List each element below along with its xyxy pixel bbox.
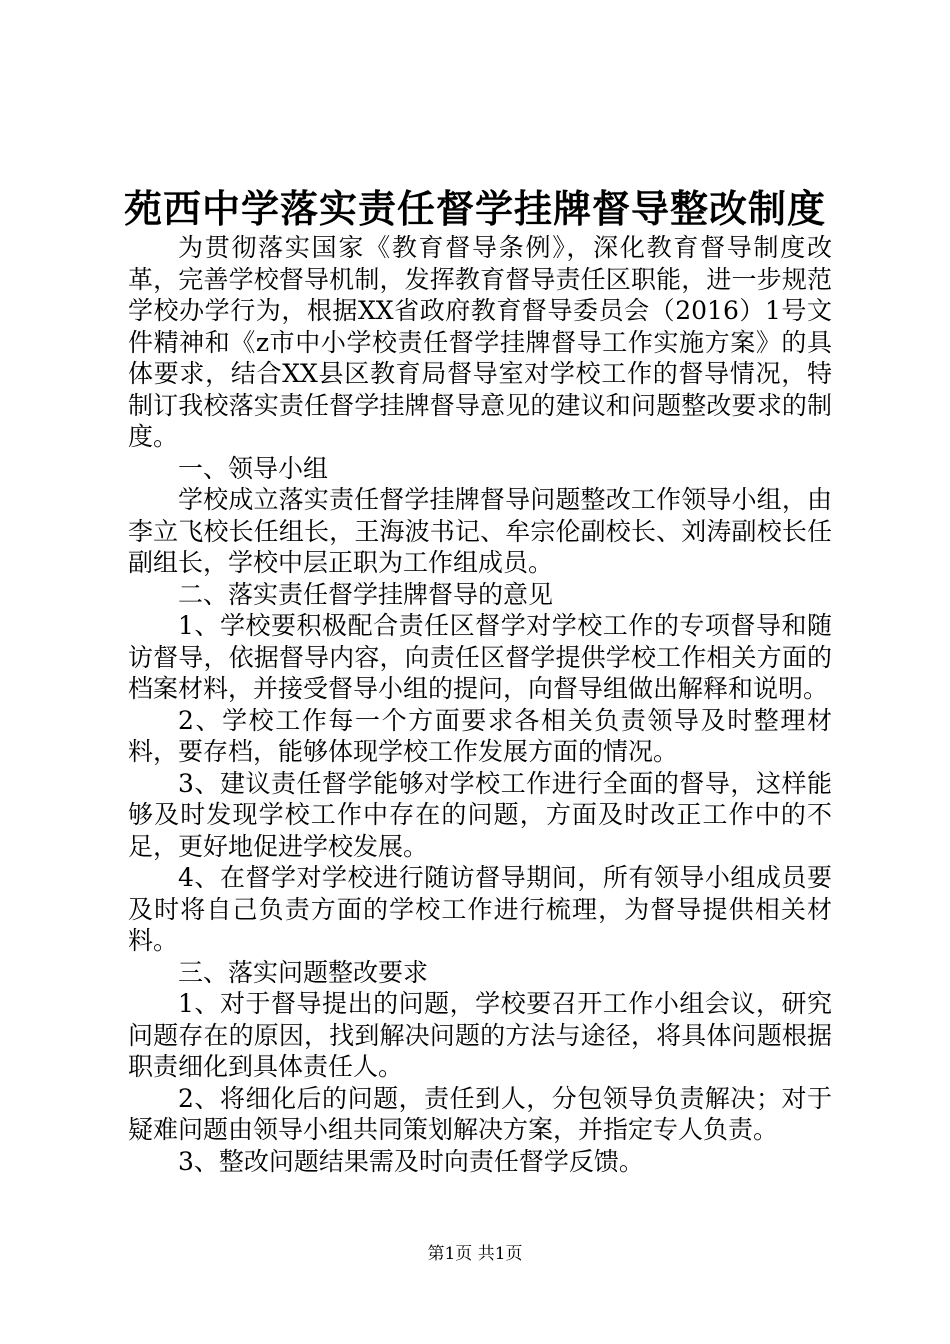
supervision-opinion-item-1: 1、学校要积极配合责任区督学对学校工作的专项督导和随访督导，依据督导内容，向责任区督学提供学校工作相关方面的档案材料，并接受督导小组的提问，向督导组做出解释和说明。 bbox=[128, 611, 832, 703]
section-heading-rectification-requirements: 三、落实问题整改要求 bbox=[178, 957, 429, 987]
section-heading-supervision-opinions: 二、落实责任督学挂牌督导的意见 bbox=[178, 579, 554, 609]
supervision-opinion-item-3: 3、建议责任督学能够对学校工作进行全面的督导，这样能够及时发现学校工作中存在的问题，方面及时改正工作中的不足，更好地促进学校发展。 bbox=[128, 768, 832, 861]
section-heading-leadership-group: 一、领导小组 bbox=[178, 453, 329, 483]
page-footer: 第1页 共1页 bbox=[427, 1244, 523, 1264]
rectification-item-3: 3、整改问题结果需及时向责任督学反馈。 bbox=[178, 1146, 644, 1176]
leadership-group-paragraph: 学校成立落实责任督学挂牌督导问题整改工作领导小组，由李立飞校长任组长，王海波书记、牟宗伦副校长、刘涛副校长任副组长，学校中层正职为工作组成员。 bbox=[128, 485, 832, 577]
supervision-opinion-item-4: 4、在督学对学校进行随访督导期间，所有领导小组成员要及时将自己负责方面的学校工作进行梳理，为督导提供相关材料。 bbox=[128, 863, 832, 955]
document-body bbox=[128, 232, 832, 1177]
rectification-item-1: 1、对于督导提出的问题，学校要召开工作小组会议，研究问题存在的原因，找到解决问题的方法与途径，将具体问题根据职责细化到具体责任人。 bbox=[128, 989, 832, 1081]
rectification-item-2: 2、将细化后的问题，责任到人，分包领导负责解决；对于疑难问题由领导小组共同策划解决方案，并指定专人负责。 bbox=[128, 1083, 832, 1144]
intro-paragraph: 为贯彻落实国家《教育督导条例》，深化教育督导制度改革，完善学校督导机制，发挥教育督导责任区职能，进一步规范学校办学行为，根据XX省政府教育督导委员会（2016）1号文件精神和《z市中小学校责任督学挂牌督导工作实施方案》的具体要求，结合XX县区教育局督导室对学校工作的督导情况，特制订我校落实责任督学挂牌督导意见的建议和问题整改要求的制度。 bbox=[128, 233, 832, 451]
supervision-opinion-item-2: 2、学校工作每一个方面要求各相关负责领导及时整理材料，要存档，能够体现学校工作发展方面的情况。 bbox=[128, 705, 832, 766]
document-title: 苑西中学落实责任督学挂牌督导整改制度 bbox=[123, 186, 826, 231]
